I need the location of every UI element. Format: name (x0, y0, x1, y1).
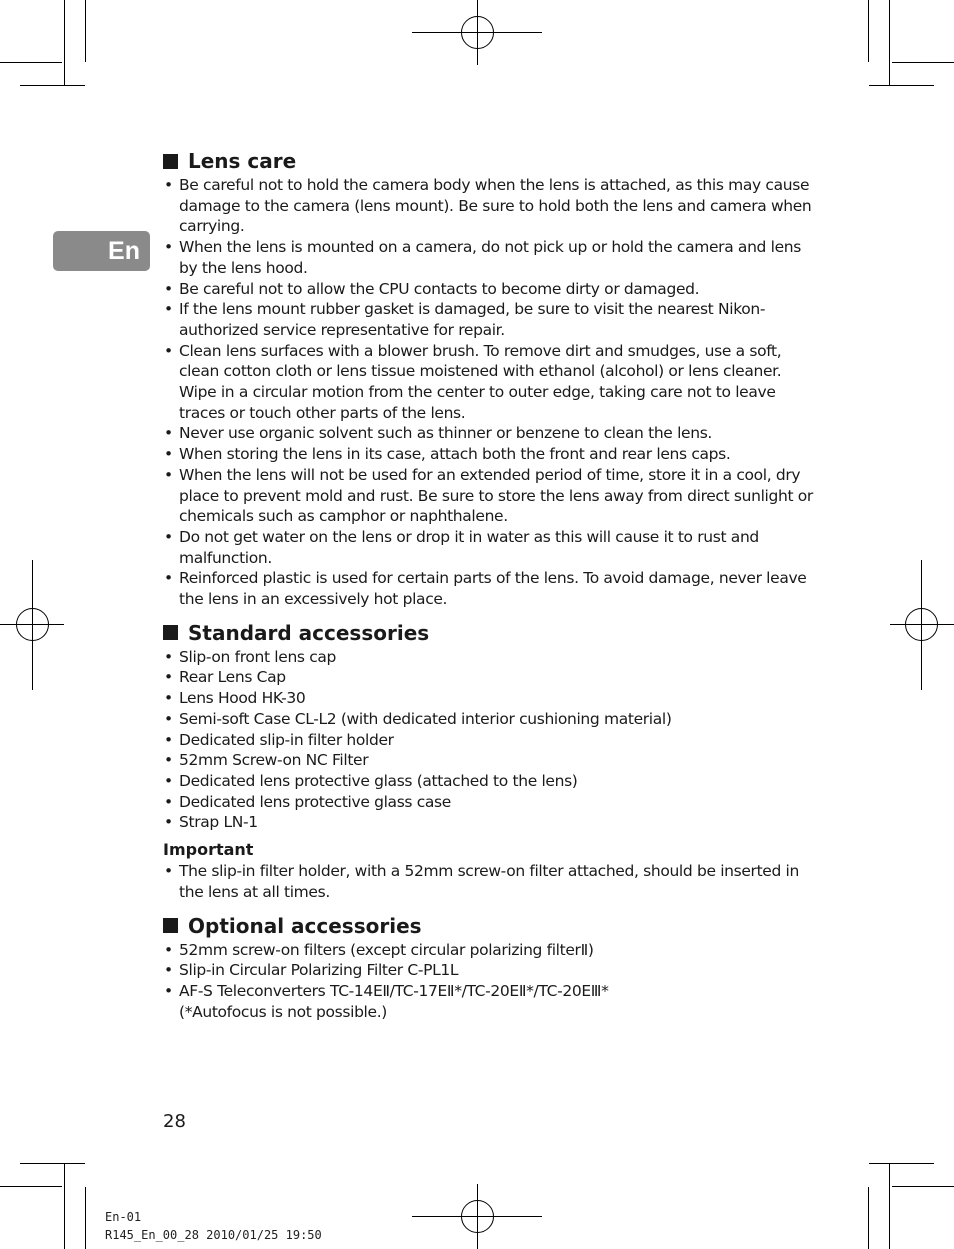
section-title-lens-care (163, 147, 813, 175)
page-content (163, 147, 813, 1022)
list-item: • Slip-on front lens cap (163, 647, 813, 668)
list-item: • When the lens is mounted on a camera, do not pick up or hold the camera and lens by the lens hood. (163, 237, 813, 278)
list-item: • When storing the lens in its case, attach both the front and rear lens caps. (163, 444, 813, 465)
list-item: • Dedicated slip-in filter holder (163, 730, 813, 751)
page-number: 28 (163, 1111, 186, 1132)
section-title-standard-accessories (163, 619, 813, 647)
list-item: • If the lens mount rubber gasket is damaged, be sure to visit the nearest Nikon-authorized service representative for repair. (163, 299, 813, 340)
list-item: • 52mm Screw-on NC Filter (163, 750, 813, 771)
list-item: • Dedicated lens protective glass (attached to the lens) (163, 771, 813, 792)
list-item: • Be careful not to allow the CPU contacts to become dirty or damaged. (163, 279, 813, 300)
list-item: • Slip-in Circular Polarizing Filter C-PL1L (163, 960, 813, 981)
list-item: • AF-S Teleconverters TC-14EⅡ/TC-17EⅡ*/TC-20EⅡ*/TC-20EⅢ* (163, 981, 813, 1002)
square-bullet-icon (163, 154, 178, 169)
lens-care-list (163, 175, 813, 610)
list-item: • Dedicated lens protective glass case (163, 792, 813, 813)
section-title-text: Lens care (188, 149, 297, 173)
list-item: • Strap LN-1 (163, 812, 813, 833)
list-item: • Never use organic solvent such as thinner or benzene to clean the lens. (163, 423, 813, 444)
list-item: • 52mm screw-on filters (except circular polarizing filterⅡ) (163, 940, 813, 961)
list-item: • Lens Hood HK-30 (163, 688, 813, 709)
section-title-text: Standard accessories (188, 620, 430, 645)
list-item: • When the lens will not be used for an extended period of time, store it in a cool, dry place to prevent mold and rust. Be sure to store the lens away from direct sunlight or chemicals such as camphor or naphthalene. (163, 465, 813, 527)
section-title-text: Optional accessories (188, 913, 422, 938)
list-item-note: (*Autofocus is not possible.) (179, 1002, 387, 1021)
list-item: • The slip-in filter holder, with a 52mm screw-on filter attached, should be inserted in the lens at all times. (163, 861, 813, 902)
optional-accessories-list (163, 940, 813, 1023)
list-item: • Reinforced plastic is used for certain parts of the lens. To avoid damage, never leave the lens in an excessively hot place. (163, 568, 813, 609)
section-title-optional-accessories (163, 912, 813, 940)
standard-accessories-list (163, 647, 813, 833)
important-list (163, 861, 813, 902)
list-item: • Clean lens surfaces with a blower brush. To remove dirt and smudges, use a soft, clean cotton cloth or lens tissue moistened with ethanol (alcohol) or lens cleaner. Wipe in a circular motion from the center to outer edge, taking care not to leave traces or touch other parts of the lens. (163, 341, 813, 424)
footer-line-2: R145_En_00_28 2010/01/25 19:50 (105, 1228, 322, 1242)
list-item: • Do not get water on the lens or drop it in water as this will cause it to rust and malfunction. (163, 527, 813, 568)
list-item: • Be careful not to hold the camera body when the lens is attached, as this may cause damage to the camera (lens mount). Be sure to hold both the lens and camera when carrying. (163, 175, 813, 237)
important-heading: Important (163, 840, 254, 860)
list-item: • Semi-soft Case CL-L2 (with dedicated interior cushioning material) (163, 709, 813, 730)
footer-line-1: En-01 (105, 1210, 142, 1224)
square-bullet-icon (163, 918, 178, 933)
language-tab: En (53, 231, 150, 271)
list-item: • Rear Lens Cap (163, 667, 813, 688)
print-footer (105, 1208, 322, 1244)
square-bullet-icon (163, 625, 178, 640)
